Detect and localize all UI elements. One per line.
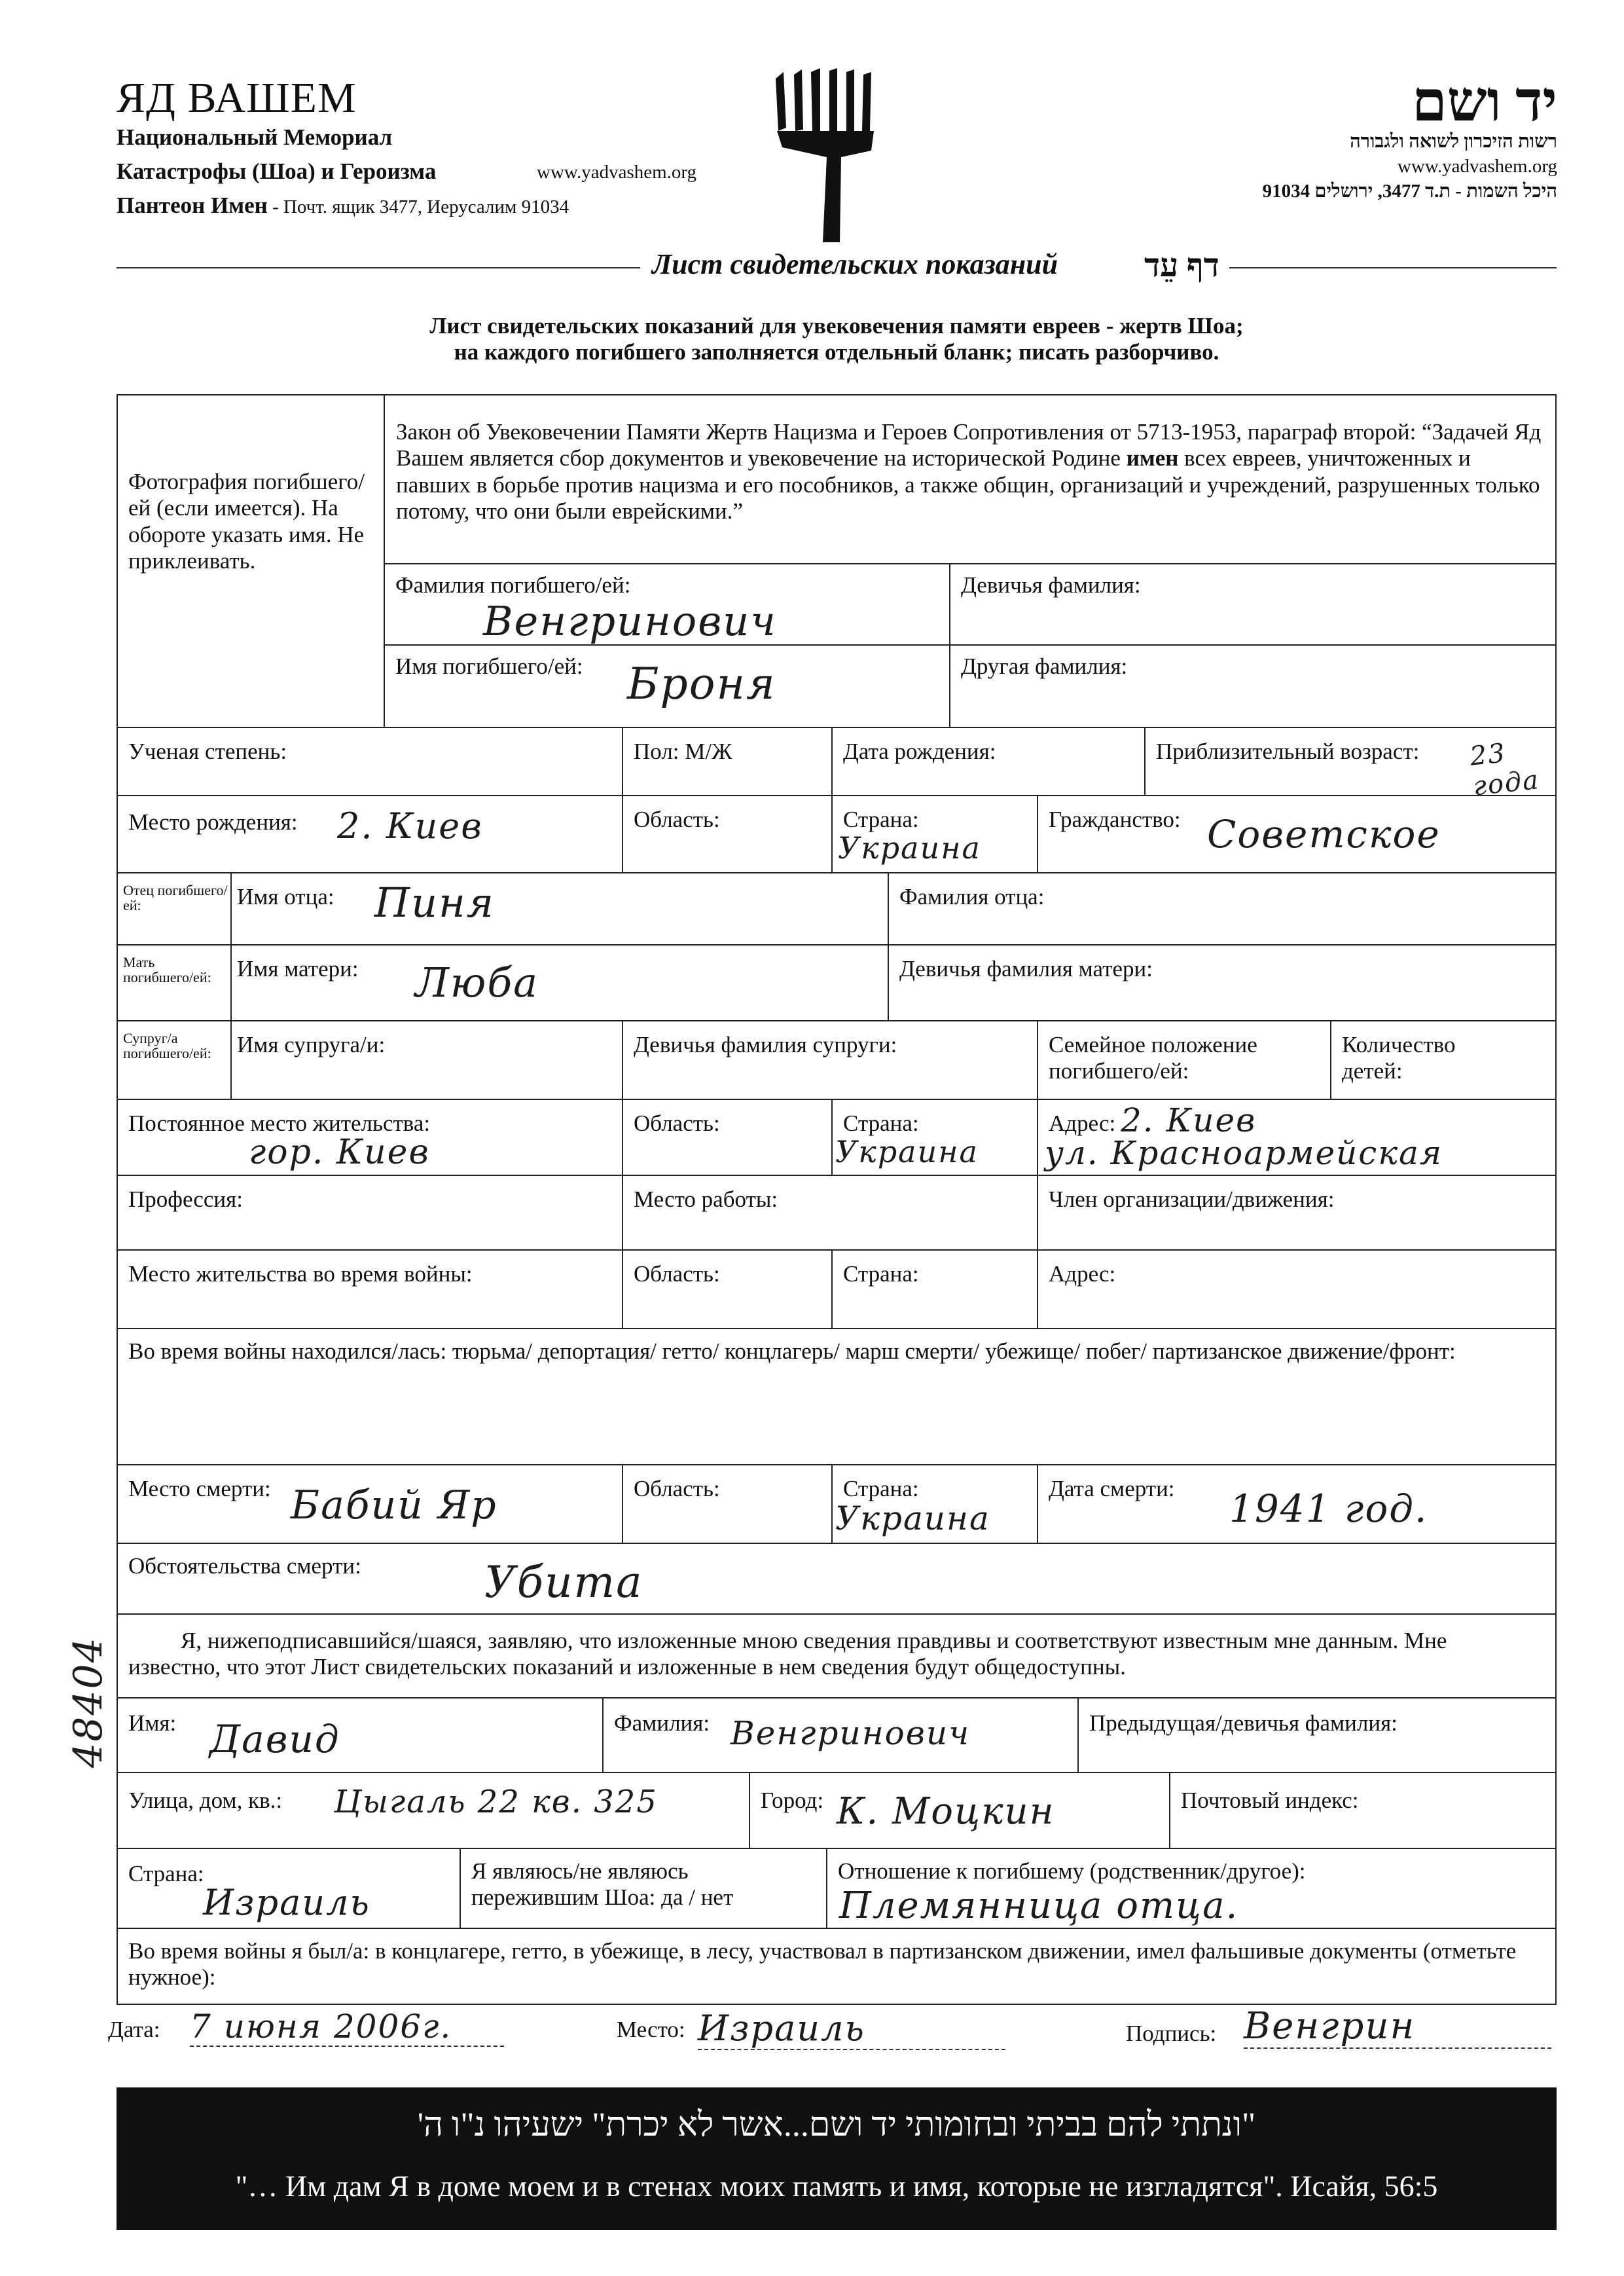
survivor-label: Я являюсь/не являюсь пережившим Шоа: да / нет — [471, 1858, 734, 1911]
death-circ-label: Обстоятельства смерти: — [128, 1553, 361, 1579]
sub-prev-field[interactable] — [1077, 1697, 1557, 1773]
death-country-label: Страна: — [843, 1476, 919, 1501]
date-label: Дата: — [108, 2017, 160, 2042]
address-label: Адрес: — [1049, 1110, 1116, 1136]
profession-field[interactable] — [117, 1175, 623, 1251]
place-value[interactable]: Израиль — [698, 2008, 1005, 2050]
intro-line-1: Лист свидетельских показаний для увековечения памяти евреев - жертв Шоа; — [429, 313, 1244, 339]
birth-country-label: Страна: — [843, 807, 919, 832]
war-address-label: Адрес: — [1049, 1261, 1116, 1287]
sub-name-field[interactable] — [117, 1697, 604, 1773]
declaration-text: Я, нижеподписавшийся/шаяся, заявляю, что изложенные мною сведения правдивы и соответствуют известным мне данным. Мне известно, что этот Лист свидетельских показаний и изложенные в нем сведения будут общедоступны. — [128, 1628, 1447, 1680]
father-name-field[interactable] — [230, 872, 889, 945]
surname-field[interactable] — [384, 563, 950, 646]
org-line-3-rest: - Почт. ящик 3477, Иерусалим 91034 — [267, 196, 569, 217]
he-line-1: רשות הזיכרון לשואה ולגבורה — [1350, 131, 1557, 152]
profession-label: Профессия: — [128, 1186, 243, 1212]
mother-maiden-field[interactable] — [888, 944, 1557, 1021]
war-region-label: Область: — [634, 1261, 720, 1287]
org-line-3 — [117, 193, 569, 219]
birth-place-field[interactable] — [117, 795, 623, 873]
city-field[interactable] — [749, 1772, 1170, 1849]
he-line-2: www.yadvashem.org — [1397, 156, 1557, 177]
degree-label: Ученая степень: — [128, 739, 287, 764]
relation-label: Отношение к погибшему (родственник/другое): — [838, 1858, 1306, 1884]
citizenship-value: Советское — [1207, 812, 1441, 856]
surname-value: Венгринович — [483, 597, 777, 645]
mother-name-value: Люба — [415, 959, 539, 1006]
workplace-field[interactable] — [622, 1175, 1038, 1251]
war-country-field[interactable] — [831, 1249, 1038, 1329]
children-field[interactable] — [1330, 1020, 1557, 1100]
address-field[interactable] — [1037, 1099, 1557, 1176]
first-name-value: Броня — [627, 659, 776, 709]
law-text — [396, 419, 1548, 524]
org-name-he: יד ושם — [1412, 70, 1557, 133]
street-value: Цыгаль 22 кв. 325 — [334, 1784, 658, 1820]
law-text-part-2: всех евреев, уничтоженных и павших в борьбе против нацизма и его пособников, а также общин, организаций и учреждений, разрушенных только потому, что они были еврейскими.” — [396, 445, 1540, 524]
workplace-label: Место работы: — [634, 1186, 778, 1212]
war-sub-label: Во время войны я был/а: в концлагере, гетто, в убежище, в лесу, участвовал в партизанском движении, имел фальшивые документы (отметьте нужное): — [128, 1938, 1517, 1991]
mother-side-label: Мать погибшего/ей: — [123, 954, 211, 986]
death-country-value: Украина — [835, 1499, 990, 1537]
death-date-label: Дата смерти: — [1049, 1476, 1175, 1501]
maiden-label: Девичья фамилия: — [961, 572, 1141, 598]
maiden-field[interactable] — [949, 563, 1557, 646]
father-surname-label: Фамилия отца: — [899, 884, 1045, 909]
res-country-field[interactable] — [831, 1099, 1038, 1176]
war-sub-field[interactable] — [117, 1928, 1557, 2005]
war-residence-field[interactable] — [117, 1249, 623, 1329]
war-residence-label: Место жительства во время войны: — [128, 1261, 473, 1287]
approx-age-label: Приблизительный возраст: — [1156, 739, 1420, 764]
intro-line-2: на каждого погибшего заполняется отдельный бланк; писать разборчиво. — [454, 339, 1219, 365]
res-country-label: Страна: — [843, 1110, 919, 1136]
father-side-cell — [117, 872, 232, 945]
approx-age-field[interactable] — [1144, 727, 1557, 802]
res-region-field[interactable] — [622, 1099, 833, 1176]
date-value[interactable]: 7 июня 2006г. — [190, 2008, 504, 2047]
relation-field[interactable] — [826, 1848, 1557, 1929]
spouse-maiden-label: Девичья фамилия супруги: — [634, 1032, 897, 1057]
death-circ-value: Убита — [484, 1557, 643, 1607]
death-region-label: Область: — [634, 1476, 720, 1501]
banner-hebrew-quote: "ונתתי להם בביתי ובחומותי יד ושם...אשר לא יכרת" ישעיהו נ"ו ה' — [417, 2106, 1256, 2144]
residence-field[interactable] — [117, 1099, 623, 1176]
gender-field[interactable] — [622, 727, 833, 796]
city-label: Город: — [761, 1788, 824, 1813]
org-line-2: Катастрофы (Шоа) и Героизма — [117, 158, 437, 184]
birth-place-city: Киев — [386, 805, 483, 847]
spouse-name-label: Имя супруга/и: — [237, 1032, 386, 1057]
sub-name-label: Имя: — [128, 1710, 177, 1736]
spouse-side-label: Супруг/а погибшего/ей: — [123, 1030, 211, 1062]
address-value-line2: ул. Красноармейская — [1045, 1134, 1443, 1172]
sheet-title-row — [117, 244, 1557, 283]
banner-russian-quote: "… Им дам Я в доме моем и в стенах моих память и имя, которые не изгладятся". Исайя, 56:5 — [235, 2169, 1438, 2203]
street-field[interactable] — [117, 1772, 750, 1849]
sheet-title: Лист свидетельских показаний — [652, 248, 1058, 280]
org-name-ru: ЯД ВАШЕМ — [117, 74, 357, 122]
photo-note: Фотография погибшего/ей (если имеется). На обороте указать имя. Не приклеивать. — [128, 469, 365, 574]
mother-name-label: Имя матери: — [237, 956, 359, 982]
zip-label: Почтовый индекс: — [1181, 1788, 1359, 1813]
survivor-field[interactable] — [460, 1848, 827, 1929]
other-surname-field[interactable] — [949, 644, 1557, 728]
first-name-field[interactable] — [384, 644, 950, 728]
degree-field[interactable] — [117, 727, 623, 796]
citizenship-field[interactable] — [1037, 795, 1557, 873]
marital-label: Семейное положение погибшего/ей: — [1049, 1032, 1257, 1084]
sub-country-value: Израиль — [203, 1882, 370, 1923]
footer-banner — [117, 2087, 1557, 2230]
war-status-label: Во время войны находился/лась: тюрьма/ депортация/ гетто/ концлагерь/ марш смерти/ убежище/ побег/ партизанское движение/фронт: — [128, 1338, 1456, 1364]
death-region-field[interactable] — [622, 1464, 833, 1544]
birth-date-label: Дата рождения: — [843, 739, 996, 764]
marital-field[interactable] — [1037, 1020, 1331, 1100]
org-line-1: Национальный Мемориал — [117, 124, 393, 150]
death-date-field[interactable] — [1037, 1464, 1557, 1544]
org-line-3-bold: Пантеон Имен — [117, 193, 268, 218]
father-name-label: Имя отца: — [237, 884, 334, 909]
yad-vashem-logo-icon — [769, 65, 887, 242]
father-name-value: Пиня — [374, 879, 495, 927]
citizenship-label: Гражданство: — [1049, 807, 1181, 832]
birth-place-prefix: 2. — [337, 805, 374, 847]
birth-place-label: Место рождения: — [128, 809, 298, 835]
sub-surname-field[interactable] — [602, 1697, 1079, 1773]
death-country-field[interactable] — [831, 1464, 1038, 1544]
sub-country-field[interactable] — [117, 1848, 461, 1929]
death-circ-field[interactable] — [117, 1543, 1557, 1615]
first-name-label: Имя погибшего/ей: — [395, 653, 583, 679]
gender-label: Пол: М/Ж — [634, 739, 732, 764]
declaration-block — [117, 1613, 1557, 1698]
spouse-maiden-field[interactable] — [622, 1020, 1038, 1100]
birth-region-label: Область: — [634, 807, 720, 832]
approx-age-value: 23 года — [1468, 738, 1542, 802]
other-surname-label: Другая фамилия: — [961, 653, 1128, 679]
address-value-line1: 2. Киев — [1121, 1101, 1257, 1139]
side-number: 48404 — [65, 1636, 111, 1768]
sub-country-label: Страна: — [128, 1861, 204, 1886]
birth-country-value: Украина — [838, 830, 981, 866]
place-label: Место: — [617, 2017, 685, 2042]
signature-label: Подпись: — [1126, 2021, 1217, 2046]
birth-place-value — [337, 805, 483, 847]
zip-field[interactable] — [1169, 1772, 1557, 1849]
sub-prev-label: Предыдущая/девичья фамилия: — [1089, 1710, 1398, 1736]
spouse-name-field[interactable] — [230, 1020, 623, 1100]
father-surname-field[interactable] — [888, 872, 1557, 945]
mother-name-field[interactable] — [230, 944, 889, 1021]
law-text-part-1: Закон об Увековечении Памяти Жертв Нацизма и Героев Сопротивления от 5713-1953, параграф второй: “Задачей Яд Вашем является сбор документов и увековечение на исторической Родине — [396, 419, 1542, 471]
membership-field[interactable] — [1037, 1175, 1557, 1251]
photo-box — [117, 394, 385, 728]
surname-label: Фамилия погибшего/ей: — [395, 572, 631, 598]
sub-name-value: Давид — [209, 1717, 340, 1761]
res-country-value: Украина — [835, 1134, 979, 1169]
res-region-label: Область: — [634, 1110, 720, 1136]
city-value: К. Моцкин — [837, 1790, 1055, 1833]
signature-value[interactable]: Венгрин — [1244, 2005, 1551, 2049]
spouse-side-cell — [117, 1020, 232, 1100]
father-side-label: Отец погибшего/ей: — [123, 882, 228, 914]
death-place-label: Место смерти: — [128, 1476, 271, 1501]
residence-label: Постоянное место жительства: — [128, 1110, 431, 1136]
law-text-bold: имен — [1126, 445, 1179, 471]
relation-value: Племянница отца. — [839, 1884, 1239, 1927]
sub-surname-label: Фамилия: — [614, 1710, 710, 1736]
birth-region-field[interactable] — [622, 795, 833, 873]
war-status-field[interactable] — [117, 1328, 1557, 1465]
he-line-3: היכל השמות - ת.ד 3477, ירושלים 91034 — [1262, 181, 1557, 202]
birth-date-field[interactable] — [831, 727, 1146, 796]
children-label: Количество детей: — [1342, 1032, 1456, 1084]
war-address-field[interactable] — [1037, 1249, 1557, 1329]
sub-surname-value: Венгринович — [731, 1714, 971, 1752]
death-place-value: Бабий Яр — [291, 1482, 497, 1528]
membership-label: Член организации/движения: — [1049, 1186, 1335, 1212]
death-date-value: 1941 год. — [1229, 1486, 1428, 1531]
sheet-title-he: דף עֵד — [1144, 247, 1219, 284]
org-url: www.yadvashem.org — [537, 162, 697, 183]
residence-value: гор. Киев — [249, 1133, 430, 1172]
birth-country-field[interactable] — [831, 795, 1038, 873]
war-region-field[interactable] — [622, 1249, 833, 1329]
title-rule-left — [117, 267, 640, 268]
title-rule-right — [1229, 267, 1557, 268]
war-country-label: Страна: — [843, 1261, 919, 1287]
death-place-field[interactable] — [117, 1464, 623, 1544]
mother-maiden-label: Девичья фамилия матери: — [899, 956, 1153, 982]
street-label: Улица, дом, кв.: — [128, 1788, 283, 1813]
mother-side-cell — [117, 944, 232, 1021]
